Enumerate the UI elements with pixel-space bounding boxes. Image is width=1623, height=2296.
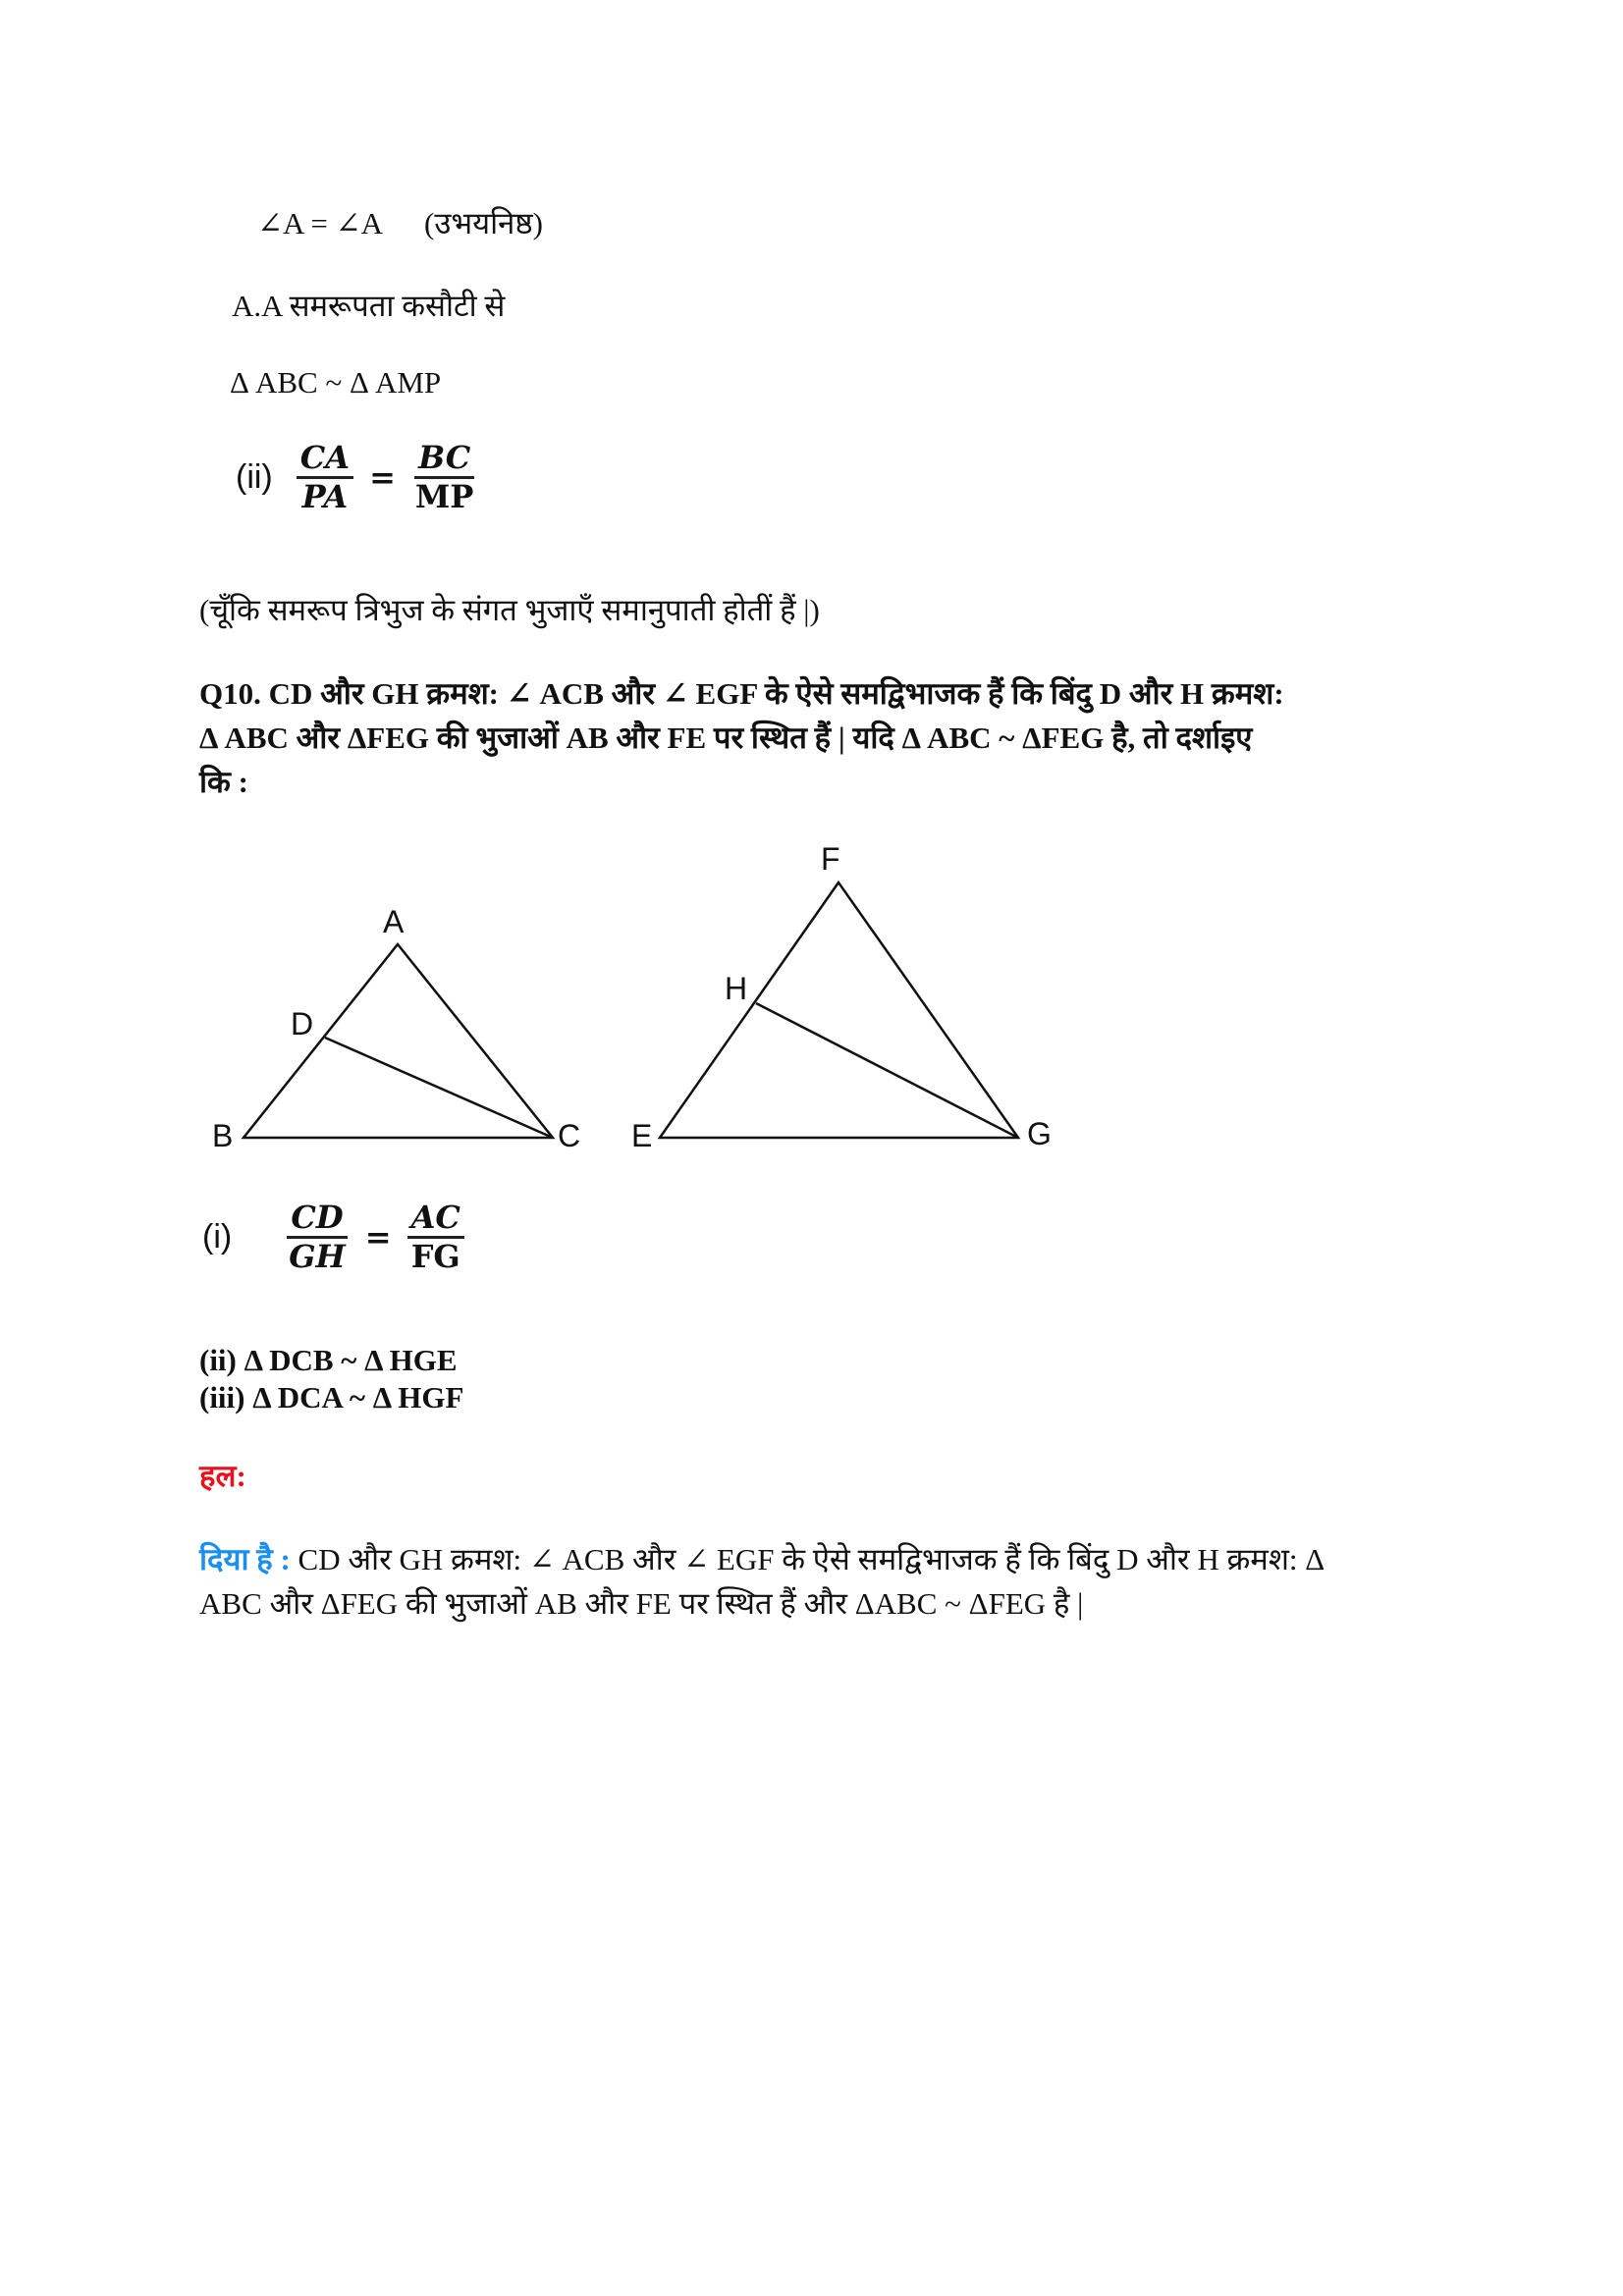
denominator: GH	[289, 1237, 346, 1275]
fraction	[407, 1200, 464, 1275]
fraction	[285, 1200, 350, 1275]
label-b: B	[212, 1118, 234, 1153]
label-h: H	[725, 971, 748, 1006]
label-c: C	[558, 1118, 581, 1153]
triangle-feg	[660, 882, 1018, 1138]
solution-heading: हल:	[199, 1459, 246, 1493]
question-line: कि :	[199, 765, 248, 799]
angle-reason: (उभयनिष्ठ)	[424, 206, 543, 240]
given-text	[199, 1537, 1476, 1626]
label-g: G	[1027, 1116, 1052, 1151]
numerator: BC	[414, 440, 474, 479]
part-label: (i)	[202, 1217, 233, 1255]
label-e: E	[631, 1118, 653, 1153]
label-a: A	[383, 904, 405, 939]
numerator: CA	[297, 440, 353, 479]
label-d: D	[291, 1006, 314, 1041]
angle-text: ∠A = ∠A	[257, 206, 382, 240]
equals-sign: =	[369, 458, 396, 497]
numerator: AC	[407, 1200, 464, 1239]
given-line: ABC और ΔFEG की भुजाओं AB और FE पर स्थित हैं और ΔABC ~ ΔFEG है |	[199, 1586, 1084, 1621]
question-line: Q10. CD और GH क्रमश: ∠ ACB और ∠ EGF के ऐसे समद्विभाजक हैं कि बिंदु D और H क्रमश:	[199, 676, 1284, 711]
label-f: F	[821, 841, 840, 877]
criterion-line: A.A समरूपता कसौटी से	[232, 289, 506, 323]
part-label: (ii)	[236, 457, 273, 496]
question-line: Δ ABC और ΔFEG की भुजाओं AB और FE पर स्थित हैं | यदि Δ ABC ~ ΔFEG है, तो दर्शाइए	[199, 721, 1253, 755]
denominator: PA	[301, 477, 349, 515]
similarity-line: Δ ABC ~ Δ AMP	[230, 365, 442, 400]
equals-sign: =	[364, 1218, 392, 1256]
given-label: दिया है :	[199, 1542, 291, 1576]
part-iii: (iii) Δ DCA ~ Δ HGF	[199, 1380, 464, 1415]
denominator: FG	[410, 1237, 460, 1275]
given-line: CD और GH क्रमश: ∠ ACB और ∠ EGF के ऐसे समद्विभाजक हैं कि बिंदु D और H क्रमश: Δ	[290, 1542, 1325, 1576]
ratio-i	[202, 1200, 474, 1275]
part-ii: (ii) Δ DCB ~ Δ HGE	[199, 1343, 458, 1377]
reason-line: (चूँकि समरूप त्रिभुज के संगत भुजाएँ समानुपाती होतीं हैं |)	[199, 593, 820, 627]
denominator: MP	[414, 477, 474, 515]
numerator: CD	[287, 1200, 347, 1239]
